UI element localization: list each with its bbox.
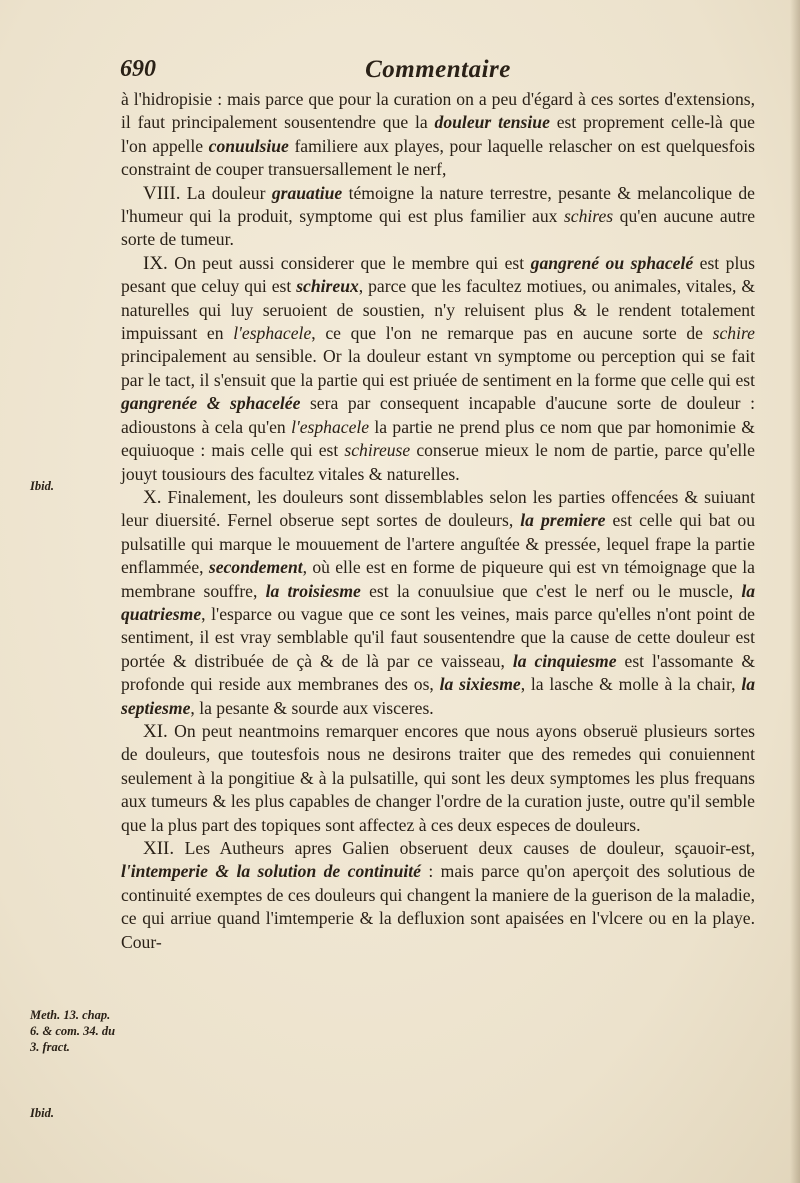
body-text (121, 88, 755, 954)
italic-term: la troisiesme (265, 580, 361, 601)
text-run: On peut neantmoins remarquer encores que nous ayons obseruë plusieurs sortes de douleurs, que toutesfois nous ne desirons traiter que des remedes qui conuiennent seulement à la pongitiue & à la pulsatille, qui sont les deux symptomes les plus frequans aux tumeurs & les plus capables de changer l'ordre de la curation juste, outre qu'il semble que la plus part des topiques sont affectez à ces deux especes de douleurs. (121, 720, 755, 835)
paragraph-ix (121, 252, 755, 486)
page-number: 690 (120, 56, 156, 82)
text-run: est celle qui bat ou pulsatille qui marque le mouuement de l'artere anguſtée & pressée, lequel frape la partie enflammée, (121, 510, 756, 578)
text-run: est la conuulsiue que c'est le nerf ou le muscle, (360, 580, 742, 601)
italic-term: grauatiue (271, 182, 343, 203)
paragraph-xi (121, 720, 755, 837)
page-edge-shadow (790, 0, 800, 1183)
text-run: , la pesante & sourde aux visceres. (190, 697, 434, 718)
italic-term: l'intemperie & la solution de continuité (121, 861, 421, 882)
text-run: familiere aux playes, pour laquelle relascher on est quelquesfois constraint de couper transuersallement le nerf, (121, 135, 755, 180)
text-run: est plus pesant que celuy qui est (121, 252, 756, 297)
italic-term: la sixiesme (439, 674, 521, 695)
text-run: On peut aussi considerer que le membre qui est (167, 252, 531, 273)
italic-term: l'esphacele (233, 323, 312, 344)
text-run: : mais parce qu'on aperçoit des solutious de continuité exemptes de ces douleurs qui changent la maniere de la guerison de la maladie, ce qui arriue quand l'imtemperie & la defluxion sont apaisées en l'vlcere ou en la playe. Cour- (121, 861, 755, 952)
text-run: est proprement celle-là que l'on appelle (121, 112, 755, 156)
text-run: , où elle est en forme de piqueure qui est vn témoignage que la membrane souffre, (121, 557, 755, 601)
margin-note-ibid-1: Ibid. (30, 479, 54, 493)
italic-term: la quatriesme (121, 580, 756, 624)
text-run: conserue mieux le nom de partie, parce qu'elle jouyt tousiours des facultez vitales & naturelles. (121, 440, 755, 484)
italic-term: la premiere (520, 510, 606, 531)
text-run: à l'hidropisie : mais parce que pour la curation on a peu d'égard à ces sortes d'extensions, il faut principalement sousentendre que la (121, 89, 755, 133)
text-run: , la lasche & molle à la chair, (520, 674, 742, 695)
italic-term: schires (563, 206, 614, 227)
italic-term: la septiesme (121, 674, 755, 718)
paragraph-viii (121, 182, 755, 252)
text-run: , parce que les facultez motiues, ou animales, vitales, & naturelles qui luy seruoient de soustien, n'y reluisent plus & le rendent totalement impuissant en (121, 276, 756, 344)
italic-term: schireuse (344, 440, 411, 461)
italic-term: la cinquiesme (512, 650, 617, 671)
paragraph-number: XI. (143, 720, 168, 742)
text-run: qu'en aucune autre sorte de tumeur. (121, 206, 756, 250)
text-run: la partie ne prend plus ce nom que par homonimie & equiuoque : mais celle qui est (121, 416, 755, 461)
italic-term: gangrenée & sphacelée (121, 393, 301, 414)
paragraph-number: XII. (143, 838, 175, 859)
text-run: Les Autheurs apres Galien obseruent deux causes de douleur, sçauoir-est, (174, 838, 755, 858)
italic-term: schire (712, 323, 755, 344)
text-run: Finalement, les douleurs sont dissemblables selon les parties offencées & suiuant leur diuersité. Fernel obserue sept sortes de douleurs, (121, 486, 755, 531)
italic-term: l'esphacele (291, 416, 370, 437)
margin-note-ibid-2: Ibid. (30, 1106, 54, 1120)
text-run: , l'esparce ou vague que ce sont les veines, mais parce qu'elles n'ont point de sentiment, il est vray semblable qu'il faut sousentendre que la cause de cette douleur est portée & distribuée de çà & de là par ce vaisseau, (121, 603, 755, 671)
italic-term: secondement (208, 557, 303, 578)
running-title: Commentaire (365, 56, 511, 83)
text-run: est l'assomante & profonde qui reside aux membranes des os, (121, 650, 755, 695)
paragraph-xii (121, 837, 755, 954)
text-run: principalement au sensible. Or la douleur estant vn symptome ou perception qui se fait par le tact, il s'ensuit que la partie qui est priuée de sentiment en la forme que celle qui est (121, 346, 755, 390)
italic-term: schireux (296, 276, 359, 297)
text-run: sera par consequent incapable d'aucune sorte de douleur : adioustons à cela qu'en (121, 393, 755, 437)
text-run: , ce que l'on ne remarque pas en aucune sorte de (311, 323, 713, 344)
italic-term: gangrené ou sphacelé (530, 252, 694, 273)
paragraph-number: X. (143, 486, 162, 508)
paragraph-x (121, 486, 755, 720)
text-run: La douleur (180, 182, 272, 203)
margin-note-meth: Meth. 13. chap. 6. & com. 34. du 3. fract. (30, 1008, 116, 1054)
text-run: témoigne la nature terrestre, pesante & melancolique de l'humeur qui la produit, symptome qui est plus familier aux (121, 182, 755, 227)
paragraph-number: IX. (143, 252, 168, 274)
italic-term: douleur tensiue (434, 112, 550, 133)
paragraph-continued (121, 88, 755, 182)
running-head (120, 56, 756, 90)
italic-term: conuulsiue (208, 135, 289, 156)
paragraph-number: VIII. (143, 182, 181, 204)
